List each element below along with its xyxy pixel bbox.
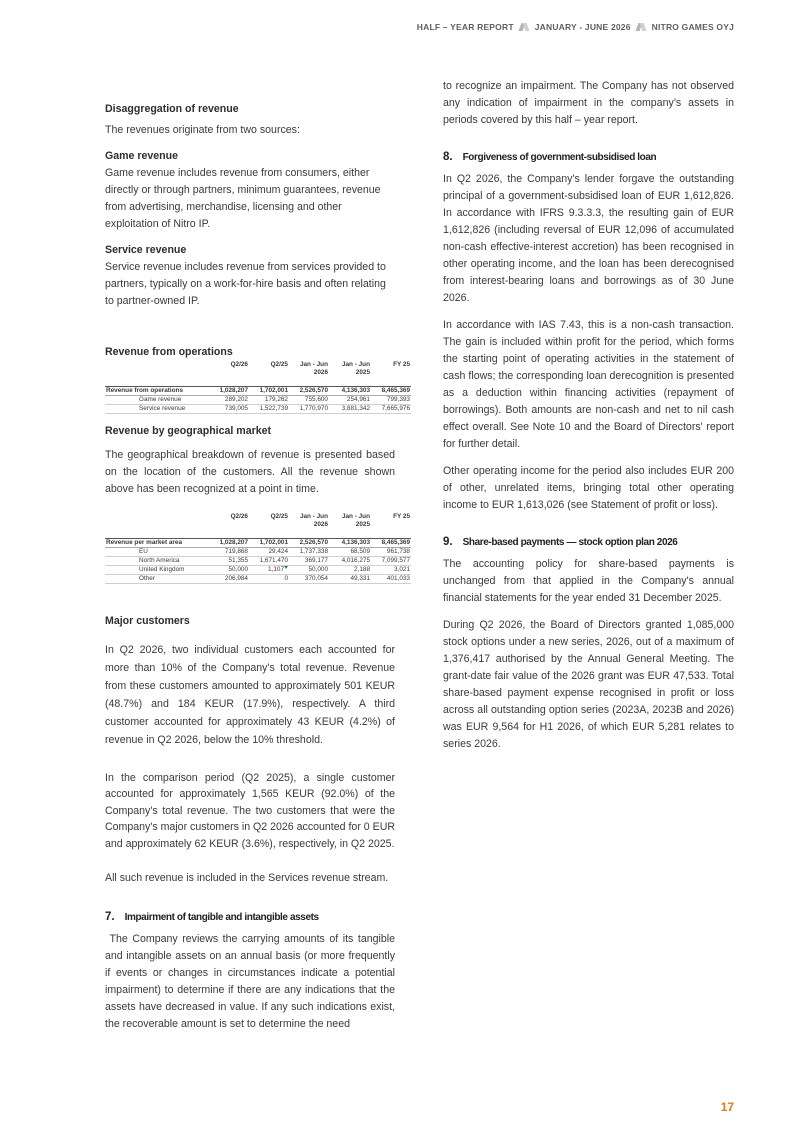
table-cell: EU xyxy=(105,548,211,557)
game-revenue-heading: Game revenue xyxy=(105,150,179,162)
table-cell: 2,526,570 xyxy=(289,539,329,548)
disaggregation-heading: Disaggregation of revenue xyxy=(105,103,239,115)
comment-marker-icon xyxy=(284,566,288,569)
table-cell: 3,021 xyxy=(371,566,411,575)
header-period: JANUARY - JUNE 2026 xyxy=(534,22,631,32)
table-cell: 1,522,739 xyxy=(249,405,289,414)
table-header-cell: Jan - Jun 2026 xyxy=(299,361,328,376)
revenue-ops-section xyxy=(105,344,395,361)
table-cell: 739,005 xyxy=(211,405,249,414)
table-header-cell: Jan - Jun 2026 xyxy=(299,513,328,528)
table-row xyxy=(105,575,411,584)
table-row xyxy=(105,548,411,557)
table-row xyxy=(105,387,411,396)
table-cell: 179,262 xyxy=(249,396,289,405)
table-cell: 1,737,338 xyxy=(289,548,329,557)
revenue-ops-table xyxy=(105,361,411,414)
header-company: NITRO GAMES OYJ xyxy=(651,22,734,32)
table-cell xyxy=(249,566,289,575)
table-row xyxy=(105,557,411,566)
table-cell: 4,016,275 xyxy=(329,557,371,566)
table-cell: 8,465,369 xyxy=(371,387,411,396)
table-header-cell: Q2/26 xyxy=(230,361,248,368)
geo-table xyxy=(105,513,411,584)
table-header-cell: Jan - Jun 2025 xyxy=(341,361,370,376)
game-revenue-text: Game revenue includes revenue from consumers, either directly or through partners, minimum guarantees, revenue from advertising, merchandise, licensing and other exploitation of Nitro IP. xyxy=(105,167,381,230)
table-header-cell: FY 25 xyxy=(393,513,410,520)
table-cell: 401,033 xyxy=(371,575,411,584)
service-revenue-text: Service revenue includes revenue from services provided to partners, typically on a work-for-hire basis and often relating to partner-owned IP. xyxy=(105,261,386,307)
table-header-cell: Jan - Jun 2025 xyxy=(341,513,370,528)
table-cell: Other xyxy=(105,575,211,584)
table-cell: 1,770,970 xyxy=(289,405,329,414)
table-cell: 961,738 xyxy=(371,548,411,557)
section-7-heading xyxy=(105,909,395,926)
table-cell-value: 1,107 xyxy=(268,566,284,573)
section-8-number: 8. xyxy=(443,151,453,163)
table-cell: Revenue from operations xyxy=(105,387,211,396)
table-cell: 7,665,976 xyxy=(371,405,411,414)
table-cell: United Kingdom xyxy=(105,566,211,575)
table-row xyxy=(105,539,411,548)
table-header-cell: Q2/25 xyxy=(270,513,288,520)
table-cell: Service revenue xyxy=(105,405,211,414)
table-header-row xyxy=(105,361,411,387)
table-row xyxy=(105,396,411,405)
table-cell: 50,000 xyxy=(211,566,249,575)
table-cell: Revenue per market area xyxy=(105,539,211,548)
table-cell: 7,099,577 xyxy=(371,557,411,566)
table-cell: 755,600 xyxy=(289,396,329,405)
table-header-cell: Q2/25 xyxy=(270,361,288,368)
geo-section xyxy=(105,423,395,508)
section-8-title: Forgiveness of government-subsidised loan xyxy=(462,152,657,163)
revenue-ops-heading: Revenue from operations xyxy=(105,346,233,358)
table-cell: 1,702,001 xyxy=(249,539,289,548)
table-cell: 369,177 xyxy=(289,557,329,566)
section-9-title: Share-based payments — stock option plan 2026 xyxy=(462,537,678,548)
table-cell: 0 xyxy=(249,575,289,584)
table-cell: 1,671,470 xyxy=(249,557,289,566)
table-header-cell xyxy=(105,513,211,539)
table-header-cell xyxy=(105,361,211,387)
table-cell: 1,028,207 xyxy=(211,539,249,548)
geo-table-wrap xyxy=(105,513,411,584)
table-cell: 29,424 xyxy=(249,548,289,557)
table-row xyxy=(105,405,411,414)
section-7-number: 7. xyxy=(105,911,115,923)
section-8-p3: Other operating income for the period also includes EUR 200 of other, unrelated items, bringing total other operating income to EUR 1,613,026 (see Statement of profit or loss). xyxy=(443,465,734,511)
section-9-number: 9. xyxy=(443,536,453,548)
header-report-title: HALF – YEAR REPORT xyxy=(416,22,514,32)
section-8-p1: In Q2 2026, the Company's lender forgave the outstanding principal of a government-subsidised loan of EUR 1,612,826. In accordance with IFRS 9.3.3.3, the resulting gain of EUR 1,612,826 (including reversal of EUR 12,096 of accumulated non-cash effective-interest accretion) has been recognised in other operating income, and the loan has been derecognised from interest-bearing loans and borrowings as of 30 June 2026. xyxy=(443,173,734,304)
table-cell: 799,393 xyxy=(371,396,411,405)
table-header-row xyxy=(105,513,411,539)
table-cell: 8,465,369 xyxy=(371,539,411,548)
table-cell: 719,868 xyxy=(211,548,249,557)
major-customers-p2: In the comparison period (Q2 2025), a single customer accounted for approximately 1,565 KEUR (92.0%) of the Company's total revenue. The two customers that were the Company's major customers in Q2 2026 accounted for 0 EUR and approximately 62 KEUR (3.6%), respectively, in Q2 2025. xyxy=(105,772,395,850)
table-cell: 289,202 xyxy=(211,396,249,405)
right-column xyxy=(443,78,734,763)
section-9-heading xyxy=(443,534,734,551)
geo-text: The geographical breakdown of revenue is presented based on the location of the customers. All the revenue shown above has been recognized at a point in time. xyxy=(105,449,395,495)
section-9-p1: The accounting policy for share-based payments is unchanged from that applied in the Company's annual financial statements for the year ended 31 December 2025. xyxy=(443,558,734,604)
left-column xyxy=(105,101,395,320)
table-cell: 2,188 xyxy=(329,566,371,575)
page-header xyxy=(417,22,734,32)
table-cell: 1,028,207 xyxy=(211,387,249,396)
section-8-heading xyxy=(443,149,734,166)
table-cell: 4,136,303 xyxy=(329,539,371,548)
table-cell: 1,702,001 xyxy=(249,387,289,396)
major-customers-p3: All such revenue is included in the Services revenue stream. xyxy=(105,872,389,885)
disaggregation-intro: The revenues originate from two sources: xyxy=(105,124,300,136)
section-9-p2: During Q2 2026, the Board of Directors granted 1,085,000 stock options under a new series, 2026, out of a maximum of 1,376,417 authorised by the Annual General Meeting. The grant-date fair value of the 2026 grant was EUR 47,533. Total share-based payment expense recognised in profit or loss across all outstanding option series (2023A, 2023B and 2026) was EUR 9,564 for H1 2026, of which EUR 5,281 relates to series 2026. xyxy=(443,619,734,750)
table-row xyxy=(105,566,411,575)
page-number: 17 xyxy=(720,1100,734,1114)
table-cell: 50,000 xyxy=(289,566,329,575)
table-cell: North America xyxy=(105,557,211,566)
revenue-ops-table-wrap xyxy=(105,361,411,414)
table-cell: 4,136,303 xyxy=(329,387,371,396)
service-revenue-heading: Service revenue xyxy=(105,244,187,256)
table-cell: 254,961 xyxy=(329,396,371,405)
table-cell: Game revenue xyxy=(105,396,211,405)
geo-heading: Revenue by geographical market xyxy=(105,425,272,437)
table-cell: 206,984 xyxy=(211,575,249,584)
table-header-cell: FY 25 xyxy=(393,361,410,368)
section-7-title: Impairment of tangible and intangible assets xyxy=(124,912,319,923)
table-cell: 68,509 xyxy=(329,548,371,557)
header-separator-icon xyxy=(520,22,529,32)
section-7-text: The Company reviews the carrying amounts of its tangible and intangible assets on an annual basis (or more frequently if events or changes in circumstances indicate a potential impairment) to determine if there are any indications that the assets have decreased in value. If any such indications exist, the recoverable amount is set to determine the need xyxy=(105,933,398,1030)
major-customers-p1: In Q2 2026, two individual customers each accounted for more than 10% of the Company's total revenue. Revenue from these customers amounted to approximately 501 KEUR (48.7%) and 184 KEUR (17.9%), respectively. A third customer accounted for approximately 43 KEUR (4.2%) of revenue in Q2 2026, below the 10% threshold. xyxy=(105,644,395,746)
impairment-continuation: to recognize an impairment. The Company has not observed any indication of impairment in the company’s assets in periods covered by this half – year report. xyxy=(443,80,734,126)
header-separator-icon xyxy=(637,22,646,32)
table-cell: 49,331 xyxy=(329,575,371,584)
table-cell: 370,054 xyxy=(289,575,329,584)
section-7 xyxy=(105,909,398,1043)
major-customers-heading: Major customers xyxy=(105,615,190,627)
table-cell: 2,526,570 xyxy=(289,387,329,396)
table-cell: 51,355 xyxy=(211,557,249,566)
table-cell: 3,881,342 xyxy=(329,405,371,414)
table-header-cell: Q2/26 xyxy=(230,513,248,520)
major-customers-section xyxy=(105,613,395,897)
section-8-p2: In accordance with IAS 7.43, this is a non-cash transaction. The gain is included within profit for the period, which forms the starting point of operating activities in the statement of cash flows; the corresponding loan derecognition is presented as a deduction within financing activities (repayment of borrowings). Both amounts are non-cash and net to nil cash effect overall. See Note 10 and the Board of Directors' report for further detail. xyxy=(443,319,734,450)
